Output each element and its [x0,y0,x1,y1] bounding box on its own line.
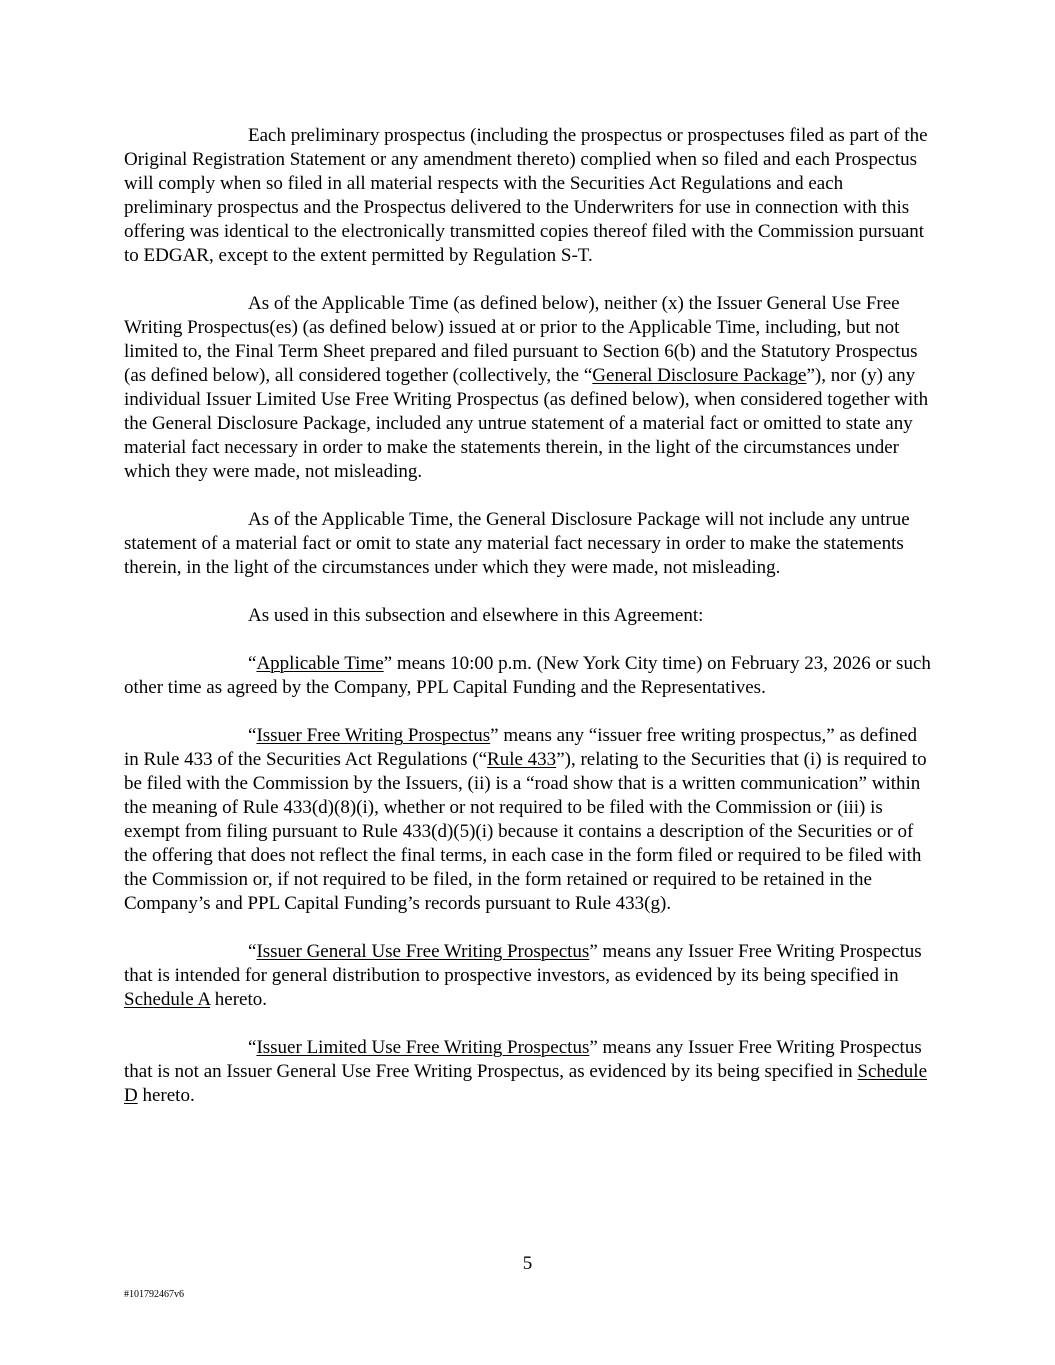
schedule-a-reference: Schedule A [124,989,211,1010]
document-body [124,124,932,1132]
paragraph-applicable-time-statement: As of the Applicable Time, the General Disclosure Package will not include any untrue statement of a material fact or omit to state any material fact necessary in order to make the statements therein, in the light of the circumstances under which they were made, not misleading. [124,509,910,578]
defined-term-rule-433: Rule 433 [487,749,557,770]
definition-issuer-limited-use-fwp: “Issuer Limited Use Free Writing Prospectus” means any Issuer Free Writing Prospectus that is not an Issuer General Use Free Writing Prospectus, as evidenced by its being specified in Schedule D hereto. [124,1037,928,1106]
document-id: #101792467v6 [124,1289,184,1300]
definition-issuer-free-writing-prospectus: “Issuer Free Writing Prospectus” means any “issuer free writing prospectus,” as defined in Rule 433 of the Securities Act Regulations (“Rule 433”), relating to the Securities that (i) is required to be filed with the Commission by the Issuers, (ii) is a “road show that is a written communication” within the meaning of Rule 433(d)(8)(i), whether or not required to be filed with the Commission or (iii) is exempt from filing pursuant to Rule 433(d)(5)(i) because it contains a description of the Securities or of the offering that does not reflect the final terms, in each case in the form filed or required to be filed with the Commission or, if not required to be filed, in the form retained or required to be retained in the Company’s and PPL Capital Funding’s records pursuant to Rule 433(g). [124,725,927,914]
definition-issuer-general-use-fwp: “Issuer General Use Free Writing Prospectus” means any Issuer Free Writing Prospectus that is intended for general distribution to prospective investors, as evidenced by its being specified in Schedule A hereto. [124,941,922,1010]
paragraph-definitions-intro: As used in this subsection and elsewhere in this Agreement: [248,605,704,626]
page-number: 5 [522,1253,533,1274]
defined-term-issuer-limited-use-fwp: Issuer Limited Use Free Writing Prospectus [256,1037,590,1058]
defined-term-issuer-general-use-fwp: Issuer General Use Free Writing Prospectus [256,941,590,962]
paragraph-general-disclosure: As of the Applicable Time (as defined below), neither (x) the Issuer General Use Free Writing Prospectus(es) (as defined below) issued at or prior to the Applicable Time, including, but not limited to, the Final Term Sheet prepared and filed pursuant to Section 6(b) and the Statutory Prospectus (as defined below), all considered together (collectively, the “General Disclosure Package”), nor (y) any individual Issuer Limited Use Free Writing Prospectus (as defined below), when considered together with the General Disclosure Package, included any untrue statement of a material fact or omitted to state any material fact necessary in order to make the statements therein, in the light of the circumstances under which they were made, not misleading. [124,293,929,482]
defined-term-applicable-time: Applicable Time [256,653,384,674]
paragraph-preliminary-prospectus: Each preliminary prospectus (including the prospectus or prospectuses filed as part of the Original Registration Statement or any amendment thereto) complied when so filed and each Prospectus will comply when so filed in all material respects with the Securities Act Regulations and each preliminary prospectus and the Prospectus delivered to the Underwriters for use in connection with this offering was identical to the electronically transmitted copies thereof filed with the Commission pursuant to EDGAR, except to the extent permitted by Regulation S-T. [124,125,928,266]
schedule-d-reference: Schedule D [124,1061,928,1106]
defined-term-general-disclosure-package: General Disclosure Package [592,365,807,386]
definition-applicable-time: “Applicable Time” means 10:00 p.m. (New York City time) on February 23, 2026 or such other time as agreed by the Company, PPL Capital Funding and the Representatives. [124,653,931,698]
defined-term-issuer-free-writing-prospectus: Issuer Free Writing Prospectus [256,725,491,746]
